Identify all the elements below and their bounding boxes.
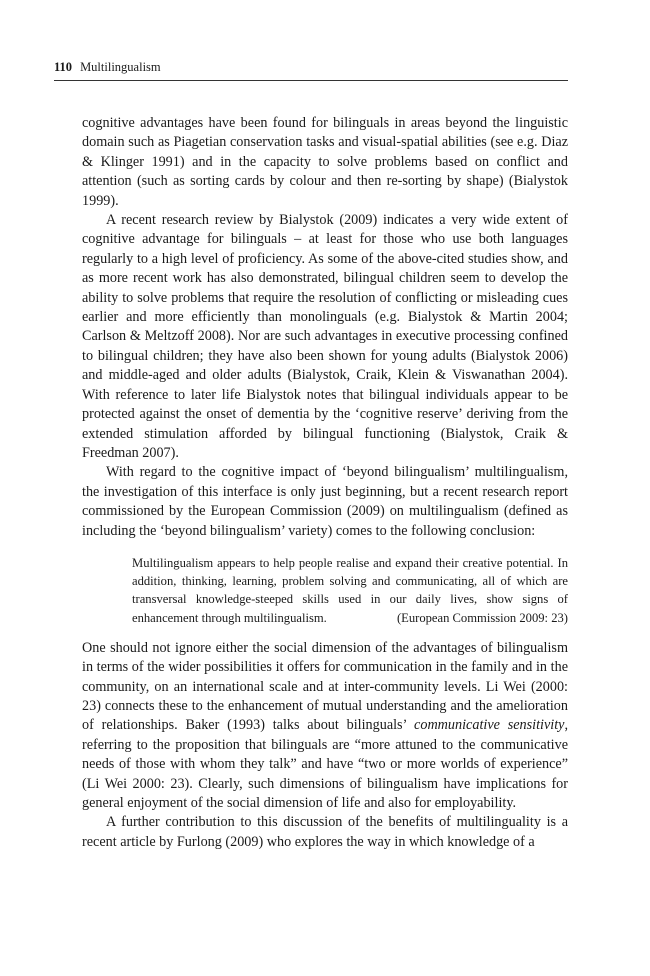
paragraph-5: A further contribution to this discussion of the benefits of multilinguality is a recent article by Furlong (2009) who explores the way in which knowledge of a <box>82 814 568 850</box>
paragraph-1: cognitive advantages have been found for bilinguals in areas beyond the linguistic domain such as Piagetian conservation tasks and visual-spatial abilities (see e.g. Diaz & Klinger 1991) and in the capacity to solve problems based on conflict and attention (such as sorting cards by colour and then re-sorting by shape) (Bialystok 1999). <box>82 115 568 209</box>
running-title: Multilingualism <box>80 60 161 74</box>
paragraph-4 <box>82 639 568 814</box>
italic-term: communicative sensitivity <box>414 717 565 734</box>
page-number: 110 <box>54 60 73 74</box>
body-text <box>82 114 568 852</box>
block-quote <box>132 554 568 627</box>
paragraph-3: With regard to the cognitive impact of ‘beyond bilingualism’ multilingualism, the investigation of this interface is only just beginning, but a recent research report commissioned by the European Commission (2009) on multilingualism (defined as including the ‘beyond bilingualism’ variety) comes to the following conclusion: <box>82 464 568 539</box>
quote-source: (European Commission 2009: 23) <box>396 610 568 625</box>
running-header <box>54 58 568 81</box>
paragraph-4-start: One should not ignore either the social dimension of the advantages of bilingualism in terms of the wider possibilities it offers for communication in the family and in the community, on an international scale and at inter-community levels. Li Wei (2000: 23) connects these to the enhancement of mutual understanding and the amelioration of relationships. Baker (1993) talks about bilinguals’ <box>82 639 568 734</box>
paragraph-2: A recent research review by Bialystok (2009) indicates a very wide extent of cognitive advantage for bilinguals – at least for those who use both languages regularly to a high level of proficiency. As some of the above-cited studies show, and as more recent work has also demonstrated, bilingual children seem to develop the ability to solve problems that require the resolution of conflicting or misleading cues earlier and more efficiently than monolinguals (e.g. Bialystok & Martin 2004; Carlson & Meltzoff 2008). Nor are such advantages in executive processing confined to bilingual children; they have also been shown for young adults (Bialystok 2006) and middle-aged and older adults (Bialystok, Craik, Klein & Viswanathan 2004). With reference to later life Bialystok notes that bilingual individuals appear to be protected against the onset of dementia by the ‘cognitive reserve’ deriving from the extended stimulation afforded by bilingual functioning (Bialystok, Craik & Freedman 2007). <box>82 212 568 461</box>
quote-text: Multilingualism appears to help people realise and expand their creative potential. In addition, thinking, learning, problem solving and communicating, all of which are transversal knowledge-steeped skills used in our daily lives, show signs of enhancement through multilingualism. <box>132 555 568 625</box>
paragraph-4-end: , referring to the proposition that bilinguals are “more attuned to the communicative needs of those with whom they talk” and have “two or more worlds of experience” (Li Wei 2000: 23). Clearly, such dimensions of bilingualism have implications for general enjoyment of the social dimension of life and also for employability. <box>82 717 568 811</box>
